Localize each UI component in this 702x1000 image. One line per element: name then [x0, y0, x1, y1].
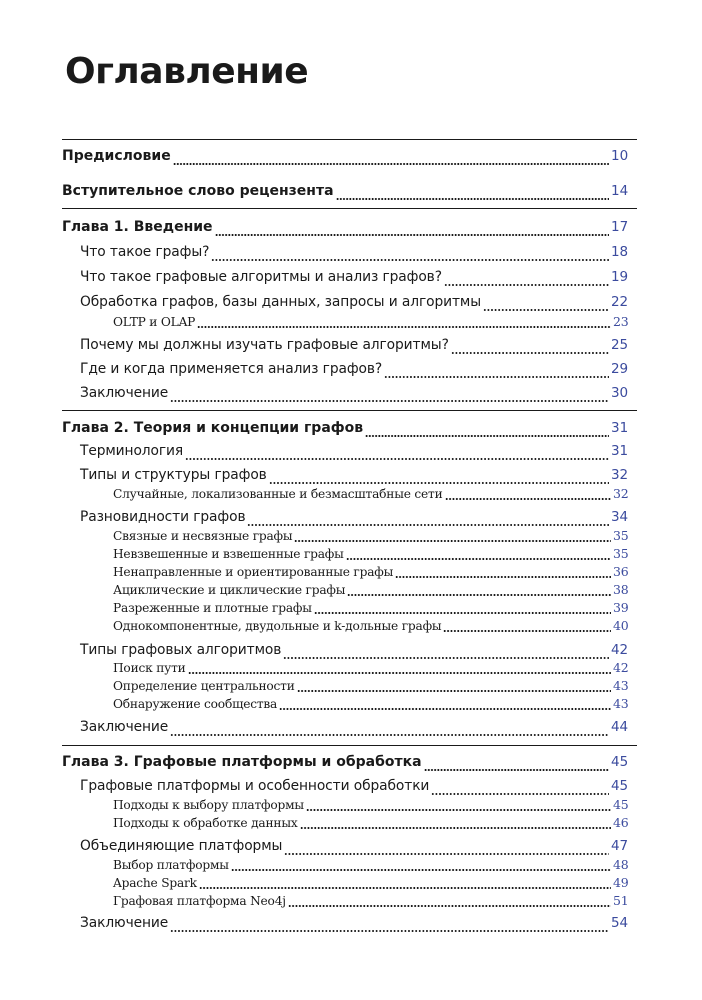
- dot-leader: [431, 792, 609, 796]
- dot-leader: [211, 258, 609, 262]
- toc-page-number[interactable]: 45: [613, 797, 629, 812]
- toc-entry-label: Глава 1. Введение: [62, 219, 213, 235]
- toc-page-number[interactable]: 25: [611, 337, 628, 353]
- toc-entry-label: Заключение: [80, 719, 169, 735]
- toc-subsection[interactable]: [113, 678, 637, 696]
- dot-leader: [443, 629, 611, 633]
- toc-entry-label: Разновидности графов: [80, 509, 246, 525]
- toc-section[interactable]: [80, 269, 637, 291]
- toc-entry-label: Почему мы должны изучать графовые алгоритмы?: [80, 337, 449, 353]
- toc-section[interactable]: [80, 385, 637, 407]
- toc-page-number[interactable]: 34: [611, 509, 628, 525]
- toc-page-number[interactable]: 44: [611, 719, 628, 735]
- dot-leader: [247, 523, 609, 527]
- toc-entry-label: Невзвешенные и взвешенные графы: [113, 547, 344, 561]
- page-title: Оглавление: [65, 51, 309, 92]
- dot-leader: [483, 308, 609, 312]
- dot-leader: [173, 162, 609, 166]
- toc-page-number[interactable]: 39: [613, 600, 629, 615]
- dot-leader: [346, 557, 611, 561]
- toc-subsection[interactable]: [113, 546, 637, 564]
- toc-page-number[interactable]: 35: [613, 528, 629, 543]
- toc-entry-label: Терминология: [80, 443, 184, 459]
- dot-leader: [300, 826, 611, 830]
- toc-chapter-2[interactable]: [62, 420, 637, 442]
- toc-section[interactable]: [80, 337, 637, 359]
- toc-entry-label: Случайные, локализованные и безмасштабные сети: [113, 487, 443, 501]
- toc-page-number[interactable]: 45: [611, 778, 628, 794]
- toc-section[interactable]: [80, 244, 637, 266]
- toc-entry-label: Подходы к выбору платформы: [113, 798, 304, 812]
- section-divider: [62, 208, 637, 209]
- dot-leader: [199, 886, 611, 890]
- toc-subsection[interactable]: [113, 696, 637, 714]
- toc-page-number[interactable]: 32: [613, 486, 629, 501]
- toc-entry-label: Глава 3. Графовые платформы и обработка: [62, 754, 422, 770]
- toc-page-number[interactable]: 40: [613, 618, 629, 633]
- toc-page-number[interactable]: 17: [611, 219, 629, 235]
- dot-leader: [314, 611, 611, 615]
- toc-subsection[interactable]: [113, 893, 637, 911]
- dot-leader: [451, 351, 609, 355]
- section-divider: [62, 139, 637, 140]
- toc-entry-reviewer-foreword[interactable]: [62, 183, 637, 205]
- dot-leader: [170, 733, 609, 737]
- toc-page-number[interactable]: 42: [611, 642, 628, 658]
- toc-entry-label: Обработка графов, базы данных, запросы и алгоритмы: [80, 294, 482, 310]
- toc-section[interactable]: [80, 915, 637, 937]
- toc-page-number[interactable]: 48: [613, 857, 629, 872]
- dot-leader: [294, 539, 611, 543]
- dot-leader: [284, 852, 609, 856]
- toc-subsection[interactable]: [113, 600, 637, 618]
- dot-leader: [445, 497, 612, 501]
- toc-section[interactable]: [80, 294, 637, 316]
- dot-leader: [279, 707, 611, 711]
- dot-leader: [231, 868, 611, 872]
- toc-subsection[interactable]: [113, 660, 637, 678]
- toc-chapter-3[interactable]: [62, 754, 637, 776]
- toc-page-number[interactable]: 30: [611, 385, 628, 401]
- toc-entry-label: Что такое графы?: [80, 244, 210, 260]
- dot-leader: [188, 671, 611, 675]
- toc-entry-label: Определение центральности: [113, 679, 295, 693]
- toc-entry-label: Разреженные и плотные графы: [113, 601, 312, 615]
- section-divider: [62, 410, 637, 411]
- dot-leader: [215, 233, 609, 237]
- toc-subsection[interactable]: [113, 528, 637, 546]
- toc-subsection[interactable]: [113, 857, 637, 875]
- toc-entry-label: Заключение: [80, 385, 169, 401]
- dot-leader: [306, 808, 611, 812]
- toc-subsection[interactable]: [113, 582, 637, 600]
- toc-entry-label: Графовая платформа Neo4j: [113, 894, 286, 908]
- toc-entry-label: Графовые платформы и особенности обработки: [80, 778, 430, 794]
- dot-leader: [170, 929, 609, 933]
- section-divider: [62, 745, 637, 746]
- toc-chapter-1[interactable]: [62, 219, 637, 241]
- toc-entry-label: Объединяющие платформы: [80, 838, 283, 854]
- toc-section[interactable]: [80, 719, 637, 741]
- toc-subsection[interactable]: [113, 875, 637, 893]
- toc-page-number[interactable]: 45: [611, 754, 629, 770]
- toc-entry-label: Обнаружение сообщества: [113, 697, 278, 711]
- toc-page-number[interactable]: 49: [613, 875, 629, 890]
- toc-page-number[interactable]: 31: [611, 420, 629, 436]
- toc-entry-label: Типы и структуры графов: [80, 467, 267, 483]
- toc-page-number[interactable]: 36: [613, 564, 629, 579]
- dot-leader: [288, 904, 611, 908]
- toc-section[interactable]: [80, 361, 637, 383]
- toc-subsection[interactable]: [113, 815, 637, 833]
- toc-entry-label: Apache Spark: [113, 876, 197, 890]
- toc-page-number[interactable]: 31: [611, 443, 628, 459]
- dot-leader: [384, 375, 609, 379]
- toc-page-number[interactable]: 29: [611, 361, 628, 377]
- dot-leader: [297, 689, 611, 693]
- dot-leader: [269, 481, 609, 485]
- dot-leader: [395, 575, 611, 579]
- toc-page-number[interactable]: 22: [611, 294, 628, 310]
- toc-page-number[interactable]: 46: [613, 815, 629, 830]
- toc-page-number[interactable]: 10: [611, 148, 629, 164]
- toc-entry-label: Ациклические и циклические графы: [113, 583, 346, 597]
- toc-page-number[interactable]: 43: [613, 678, 629, 693]
- toc-page-number[interactable]: 38: [613, 582, 629, 597]
- dot-leader: [336, 197, 609, 201]
- dot-leader: [185, 457, 609, 461]
- toc-entry-label: Однокомпонентные, двудольные и k-дольные графы: [113, 619, 442, 633]
- toc-entry-label: Что такое графовые алгоритмы и анализ графов?: [80, 269, 442, 285]
- toc-subsection[interactable]: [113, 564, 637, 582]
- toc-page-number[interactable]: 47: [611, 838, 628, 854]
- toc-page-number[interactable]: 54: [611, 915, 628, 931]
- toc-entry-label: Типы графовых алгоритмов: [80, 642, 282, 658]
- toc-page-number[interactable]: 19: [611, 269, 628, 285]
- toc-page-number[interactable]: 18: [611, 244, 628, 260]
- toc-page-number[interactable]: 35: [613, 546, 629, 561]
- toc-entry-label: Где и когда применяется анализ графов?: [80, 361, 383, 377]
- toc-entry-label: Глава 2. Теория и концепции графов: [62, 420, 364, 436]
- toc-entry-label: OLTP и OLAP: [113, 315, 196, 329]
- dot-leader: [170, 399, 609, 403]
- toc-section[interactable]: [80, 443, 637, 465]
- toc-entry-label: Заключение: [80, 915, 169, 931]
- toc-entry-label: Поиск пути: [113, 661, 186, 675]
- toc-entry-label: Выбор платформы: [113, 858, 229, 872]
- toc-subsection[interactable]: [113, 797, 637, 815]
- toc-entry-label: Связные и несвязные графы: [113, 529, 293, 543]
- toc-subsection[interactable]: [113, 486, 637, 504]
- toc-page-number[interactable]: 43: [613, 696, 629, 711]
- toc-entry-preface[interactable]: [62, 148, 637, 170]
- toc-page-number[interactable]: 51: [613, 893, 629, 908]
- toc-page-number[interactable]: 14: [611, 183, 629, 199]
- toc-entry-label: Ненаправленные и ориентированные графы: [113, 565, 394, 579]
- toc-entry-label: Предисловие: [62, 148, 171, 164]
- toc-page-number[interactable]: 32: [611, 467, 628, 483]
- toc-entry-label: Вступительное слово рецензента: [62, 183, 334, 199]
- toc-page-number[interactable]: 23: [613, 314, 629, 329]
- dot-leader: [197, 325, 611, 329]
- dot-leader: [365, 434, 609, 438]
- toc-entry-label: Подходы к обработке данных: [113, 816, 298, 830]
- dot-leader: [424, 768, 609, 772]
- dot-leader: [347, 593, 611, 597]
- toc-subsection[interactable]: [113, 618, 637, 636]
- dot-leader: [444, 283, 609, 287]
- toc-subsection[interactable]: [113, 314, 637, 332]
- toc-page-number[interactable]: 42: [613, 660, 629, 675]
